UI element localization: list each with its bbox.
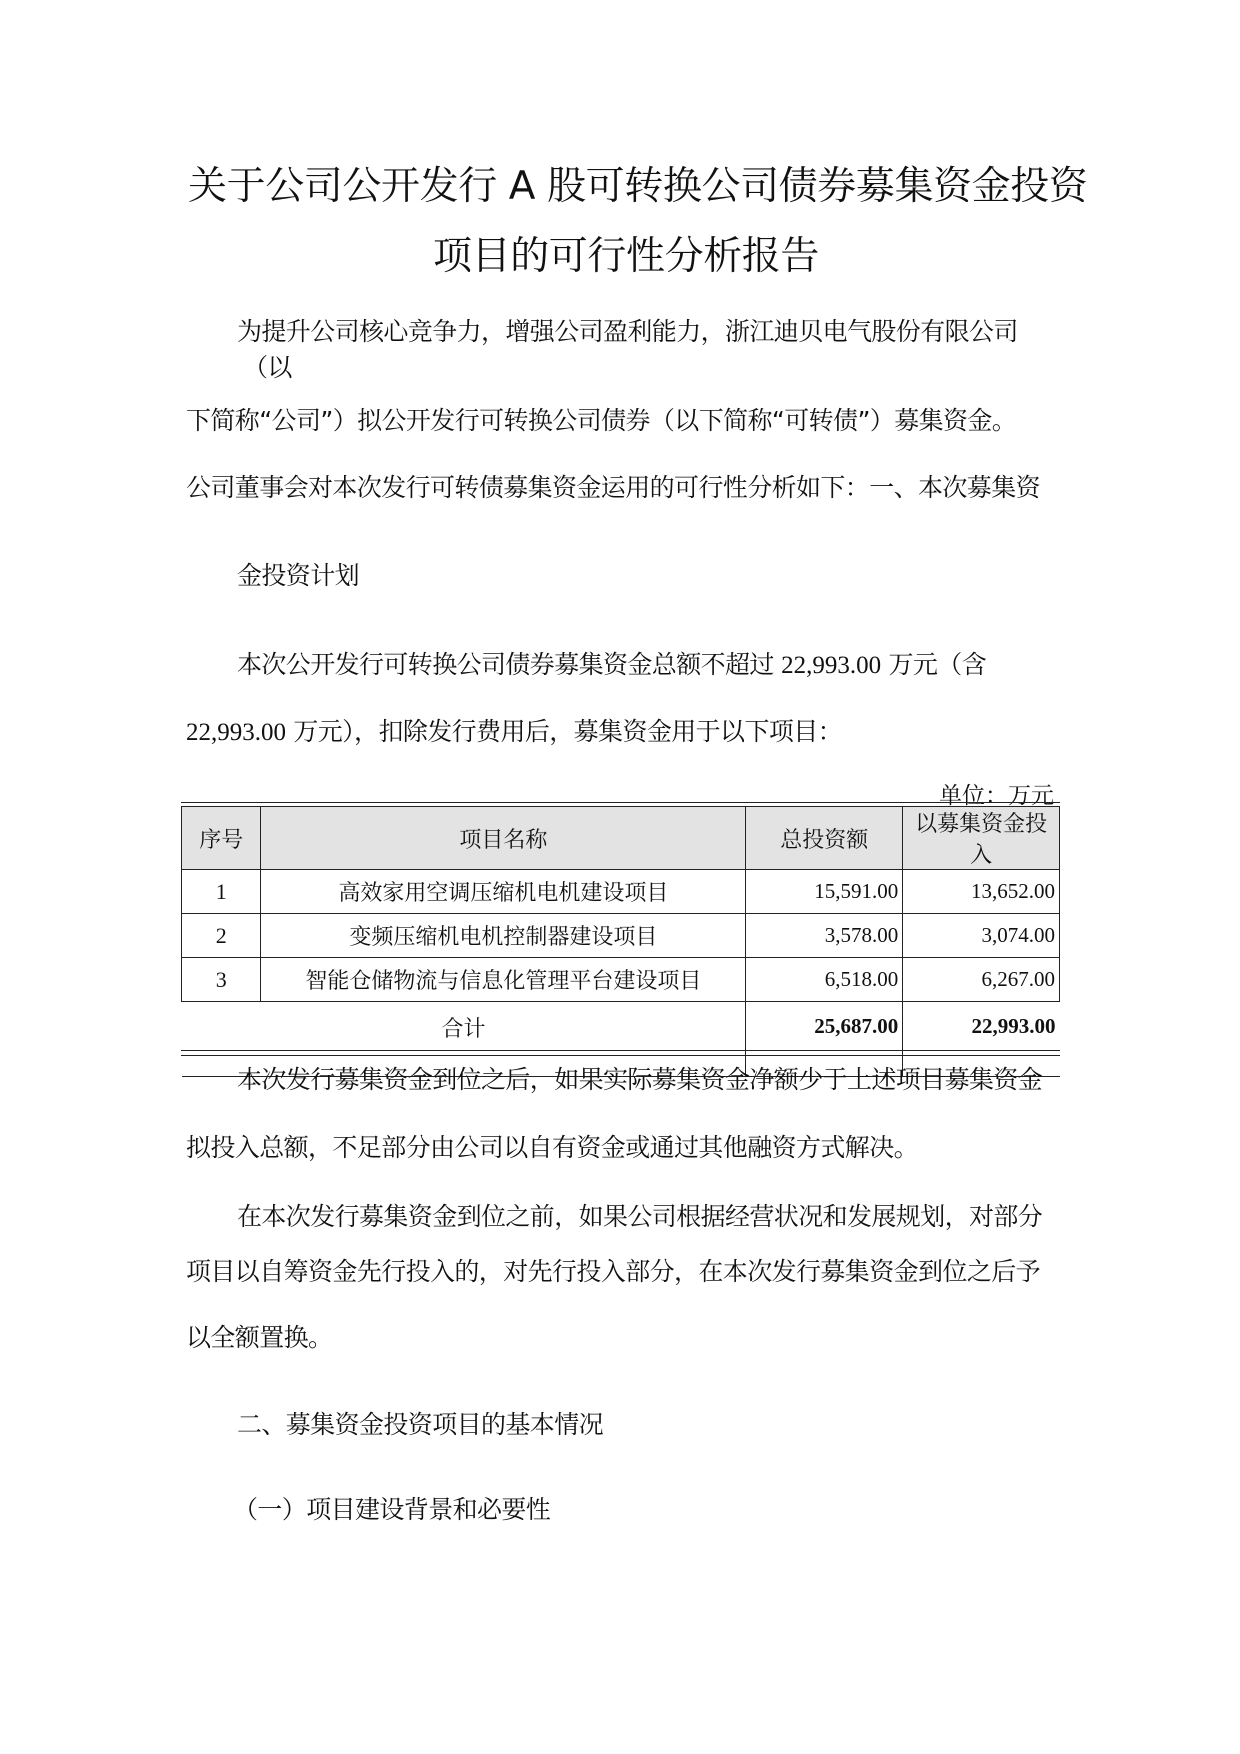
section2-sub1: （一）项目建设背景和必要性 xyxy=(233,1495,551,1524)
document-title-line1: 关于公司公开发行 A 股可转换公司债券募集资金投资 xyxy=(188,164,1088,209)
table-row xyxy=(182,958,1060,1002)
before-line3: 以全额置换。 xyxy=(186,1323,333,1352)
plan-line2-amount: 22,993.00 xyxy=(186,719,286,746)
plan-line1-amount: 22,993.00 xyxy=(781,652,882,679)
table-header-row xyxy=(182,807,1060,870)
total-raised: 22,993.00 xyxy=(903,1002,1060,1077)
row-total: 6,518.00 xyxy=(746,958,903,1002)
row-total: 15,591.00 xyxy=(746,870,903,914)
row-name: 高效家用空调压缩机电机建设项目 xyxy=(261,870,746,914)
intro-line2: （以 xyxy=(243,353,292,382)
plan-line1-pre: 本次公开发行可转换公司债券募集资金总额不超过 xyxy=(237,650,782,679)
section1-heading: 金投资计划 xyxy=(237,561,360,590)
plan-line1 xyxy=(237,645,986,681)
table-unit-label: 单位：万元 xyxy=(939,783,1054,809)
document-title-line2: 项目的可行性分析报告 xyxy=(433,234,820,279)
plan-line2-post: 万元），扣除发行费用后，募集资金用于以下项目： xyxy=(286,717,843,746)
table-row xyxy=(182,914,1060,958)
row-raised: 3,074.00 xyxy=(903,914,1060,958)
row-raised: 13,652.00 xyxy=(903,870,1060,914)
plan-line2 xyxy=(186,712,842,748)
header-raised: 以募集资金投入 xyxy=(903,807,1060,870)
total-amount: 25,687.00 xyxy=(746,1002,903,1077)
intro-line4: 公司董事会对本次发行可转债募集资金运用的可行性分析如下：一、本次募集资 xyxy=(186,473,1041,502)
plan-line1-post: 万元（含 xyxy=(881,650,987,679)
row-name: 智能仓储物流与信息化管理平台建设项目 xyxy=(261,958,746,1002)
row-total: 3,578.00 xyxy=(746,914,903,958)
fund-usage-table xyxy=(181,806,1060,1077)
row-seq: 3 xyxy=(182,958,261,1002)
row-name: 变频压缩机电机控制器建设项目 xyxy=(261,914,746,958)
before-line1: 在本次发行募集资金到位之前，如果公司根据经营状况和发展规划，对部分 xyxy=(237,1202,1043,1231)
after-line1: 本次发行募集资金到位之后，如果实际募集资金净额少于上述项目募集资金 xyxy=(237,1065,1043,1094)
section2-heading: 二、募集资金投资项目的基本情况 xyxy=(237,1410,604,1439)
header-seq: 序号 xyxy=(182,807,261,870)
after-line2: 拟投入总额，不足部分由公司以自有资金或通过其他融资方式解决。 xyxy=(186,1133,919,1162)
row-raised: 6,267.00 xyxy=(903,958,1060,1002)
table-row xyxy=(182,870,1060,914)
intro-line1: 为提升公司核心竞争力，增强公司盈利能力，浙江迪贝电气股份有限公司 xyxy=(237,317,1018,346)
table-top-rule xyxy=(181,802,1060,803)
header-total: 总投资额 xyxy=(746,807,903,870)
row-seq: 2 xyxy=(182,914,261,958)
intro-line3: 下简称“公司”）拟公开发行可转换公司债券（以下简称“可转债”）募集资金。 xyxy=(186,406,1017,435)
total-label: 合计 xyxy=(182,1002,746,1077)
header-name: 项目名称 xyxy=(261,807,746,870)
before-line2: 项目以自筹资金先行投入的，对先行投入部分，在本次发行募集资金到位之后予 xyxy=(186,1257,1041,1286)
row-seq: 1 xyxy=(182,870,261,914)
